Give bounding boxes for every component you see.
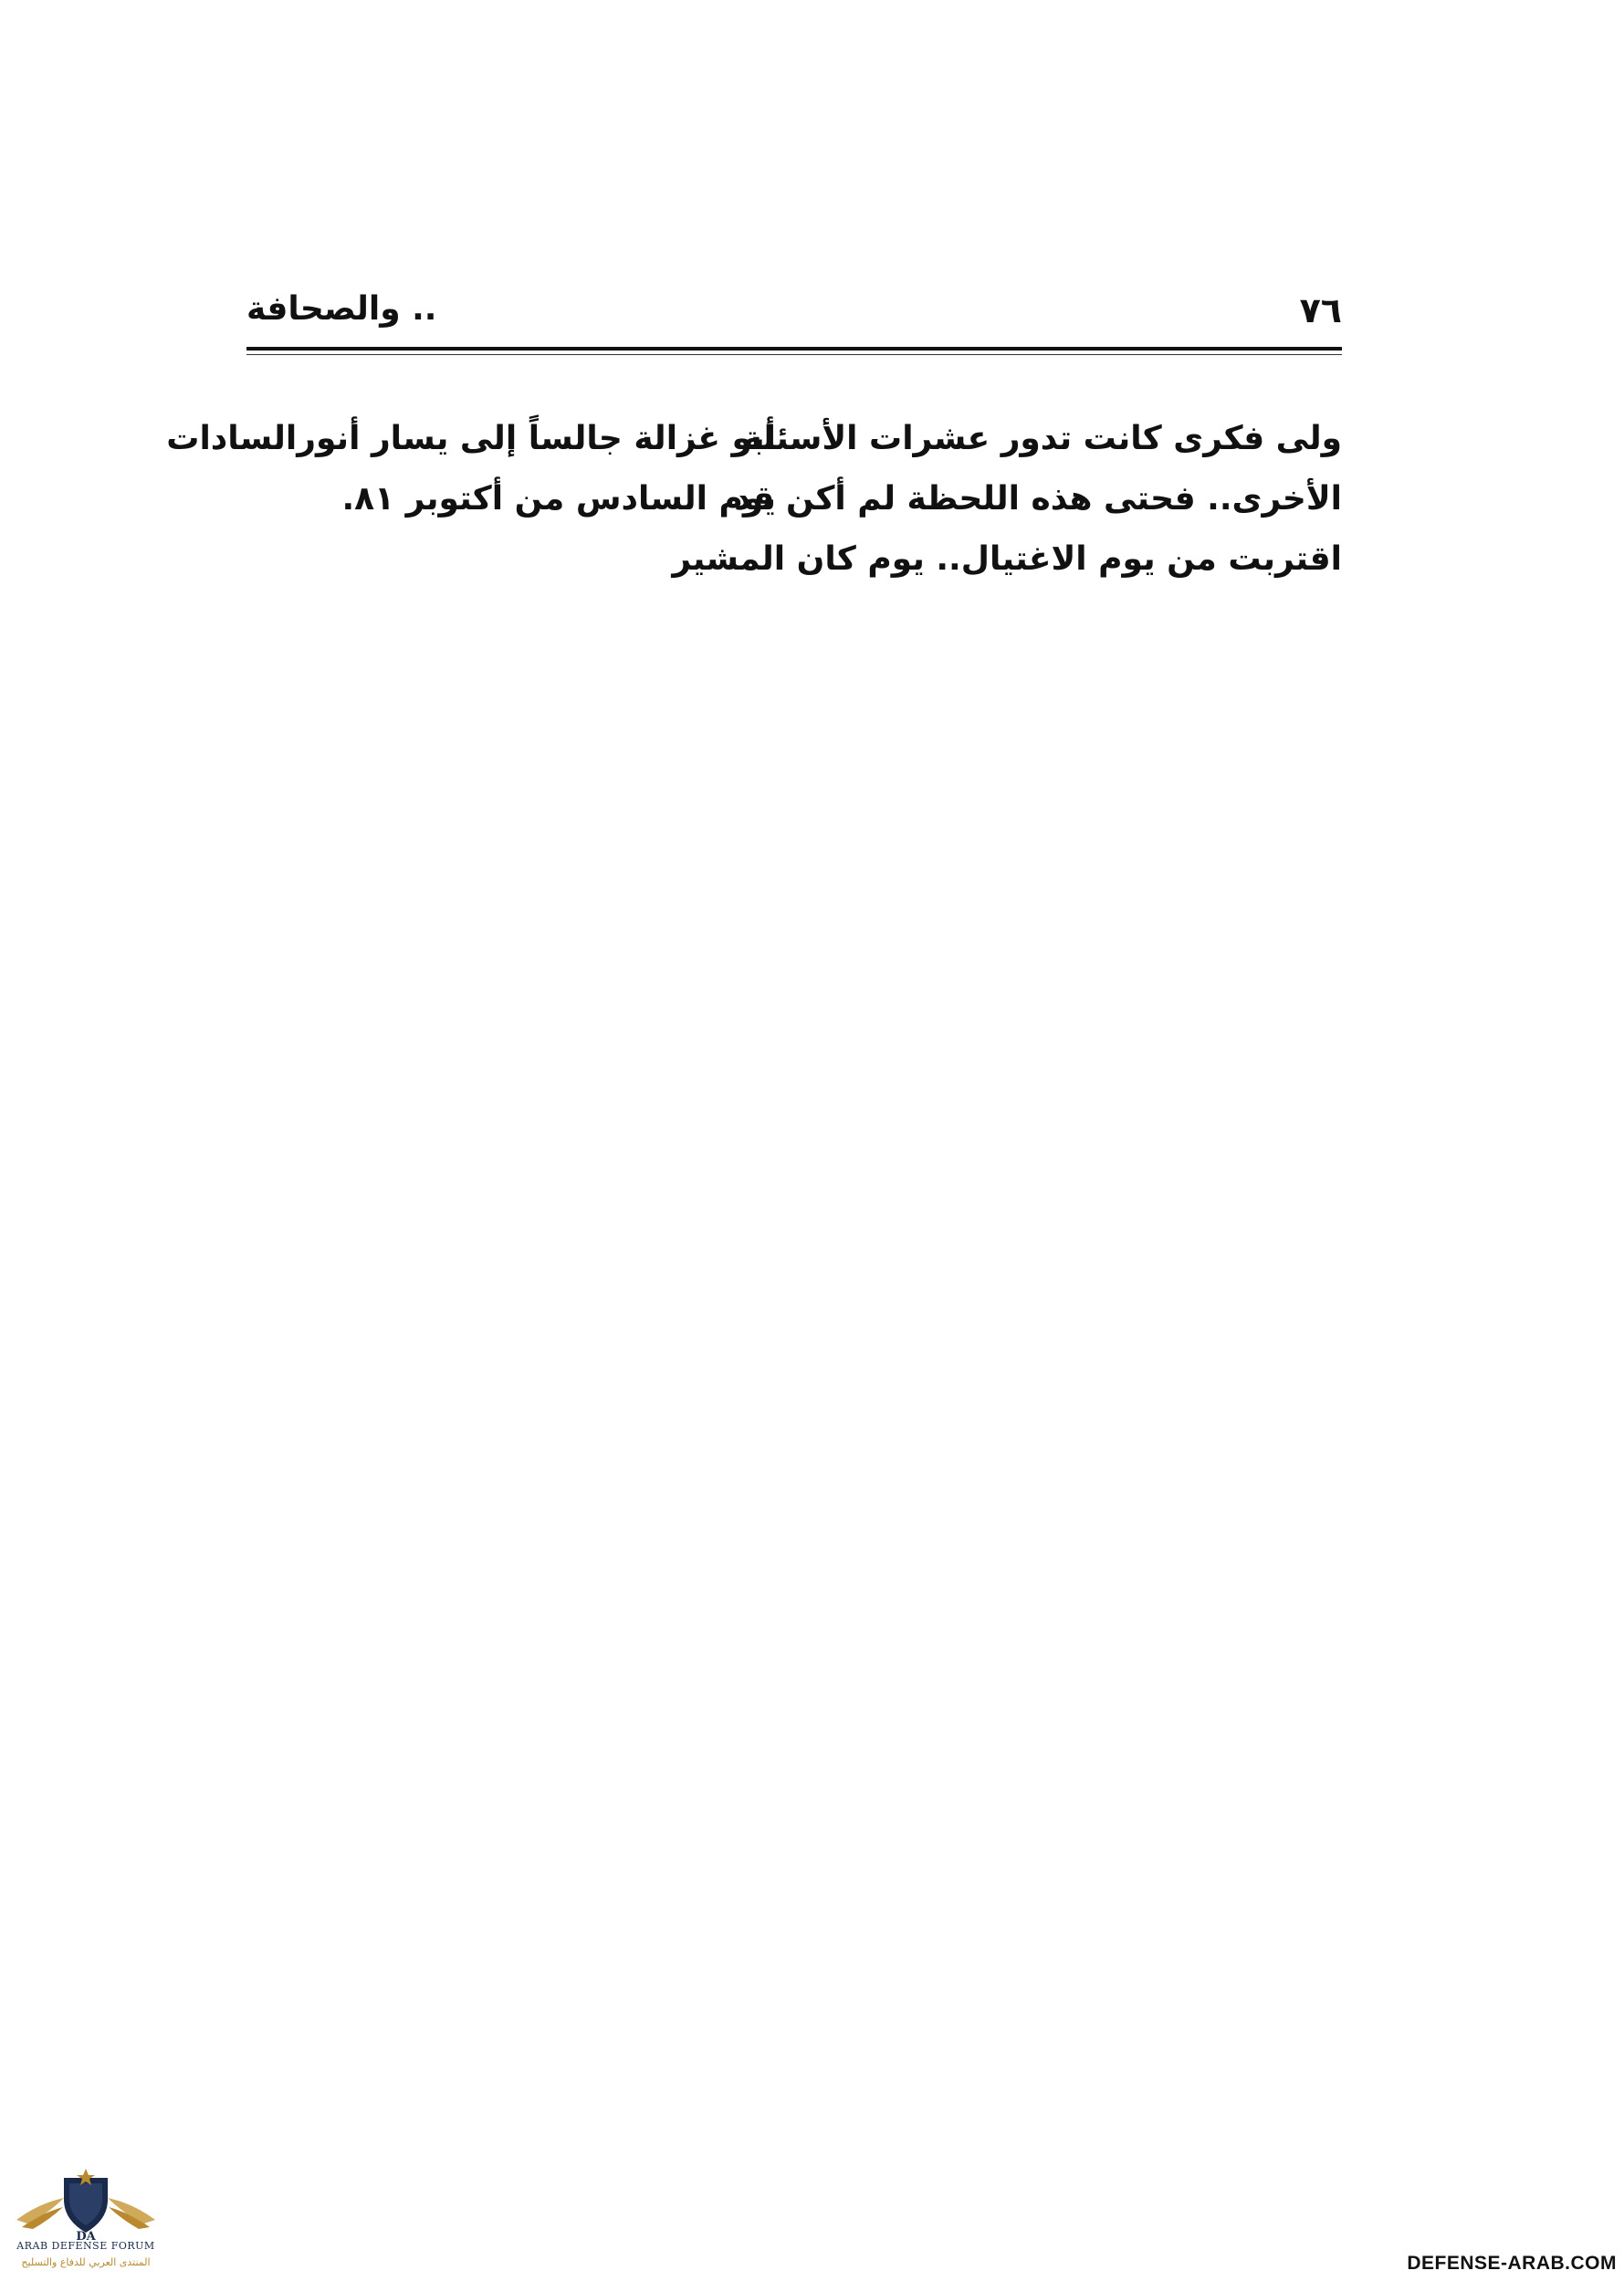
text-column-left (166, 409, 776, 529)
page-header (246, 290, 1342, 343)
logo-text-en: ARAB DEFENSE FORUM (16, 2240, 155, 2252)
text-line: ولى فكرى كانت تدور عشرات الأسئلة (742, 420, 1342, 457)
text-line: الأخرى.. فحتى هذه اللحظة لم أكن قد (734, 480, 1342, 518)
text-line: يوم السادس من أكتوبر ٨١. (341, 480, 776, 518)
logo-monogram: DA (76, 2230, 96, 2242)
arab-defense-forum-logo (13, 2163, 159, 2277)
text-line: اقتربت من يوم الاغتيال.. يوم كان المشير (672, 540, 1342, 578)
header-rule (246, 347, 1342, 351)
text-column-right (672, 409, 1342, 590)
shield-wings-icon (13, 2163, 159, 2242)
text-line: أبو غزالة جالساً إلى يسار أنورالسادات (166, 420, 776, 457)
page-number: ٧٦ (1299, 290, 1342, 330)
running-title: .. والصحافة (246, 290, 437, 328)
header-rule-thin (246, 354, 1342, 355)
logo-text-ar: المنتدى العربي للدفاع والتسليح (21, 2256, 151, 2268)
site-watermark: DEFENSE-ARAB.COM (1407, 2253, 1617, 2274)
